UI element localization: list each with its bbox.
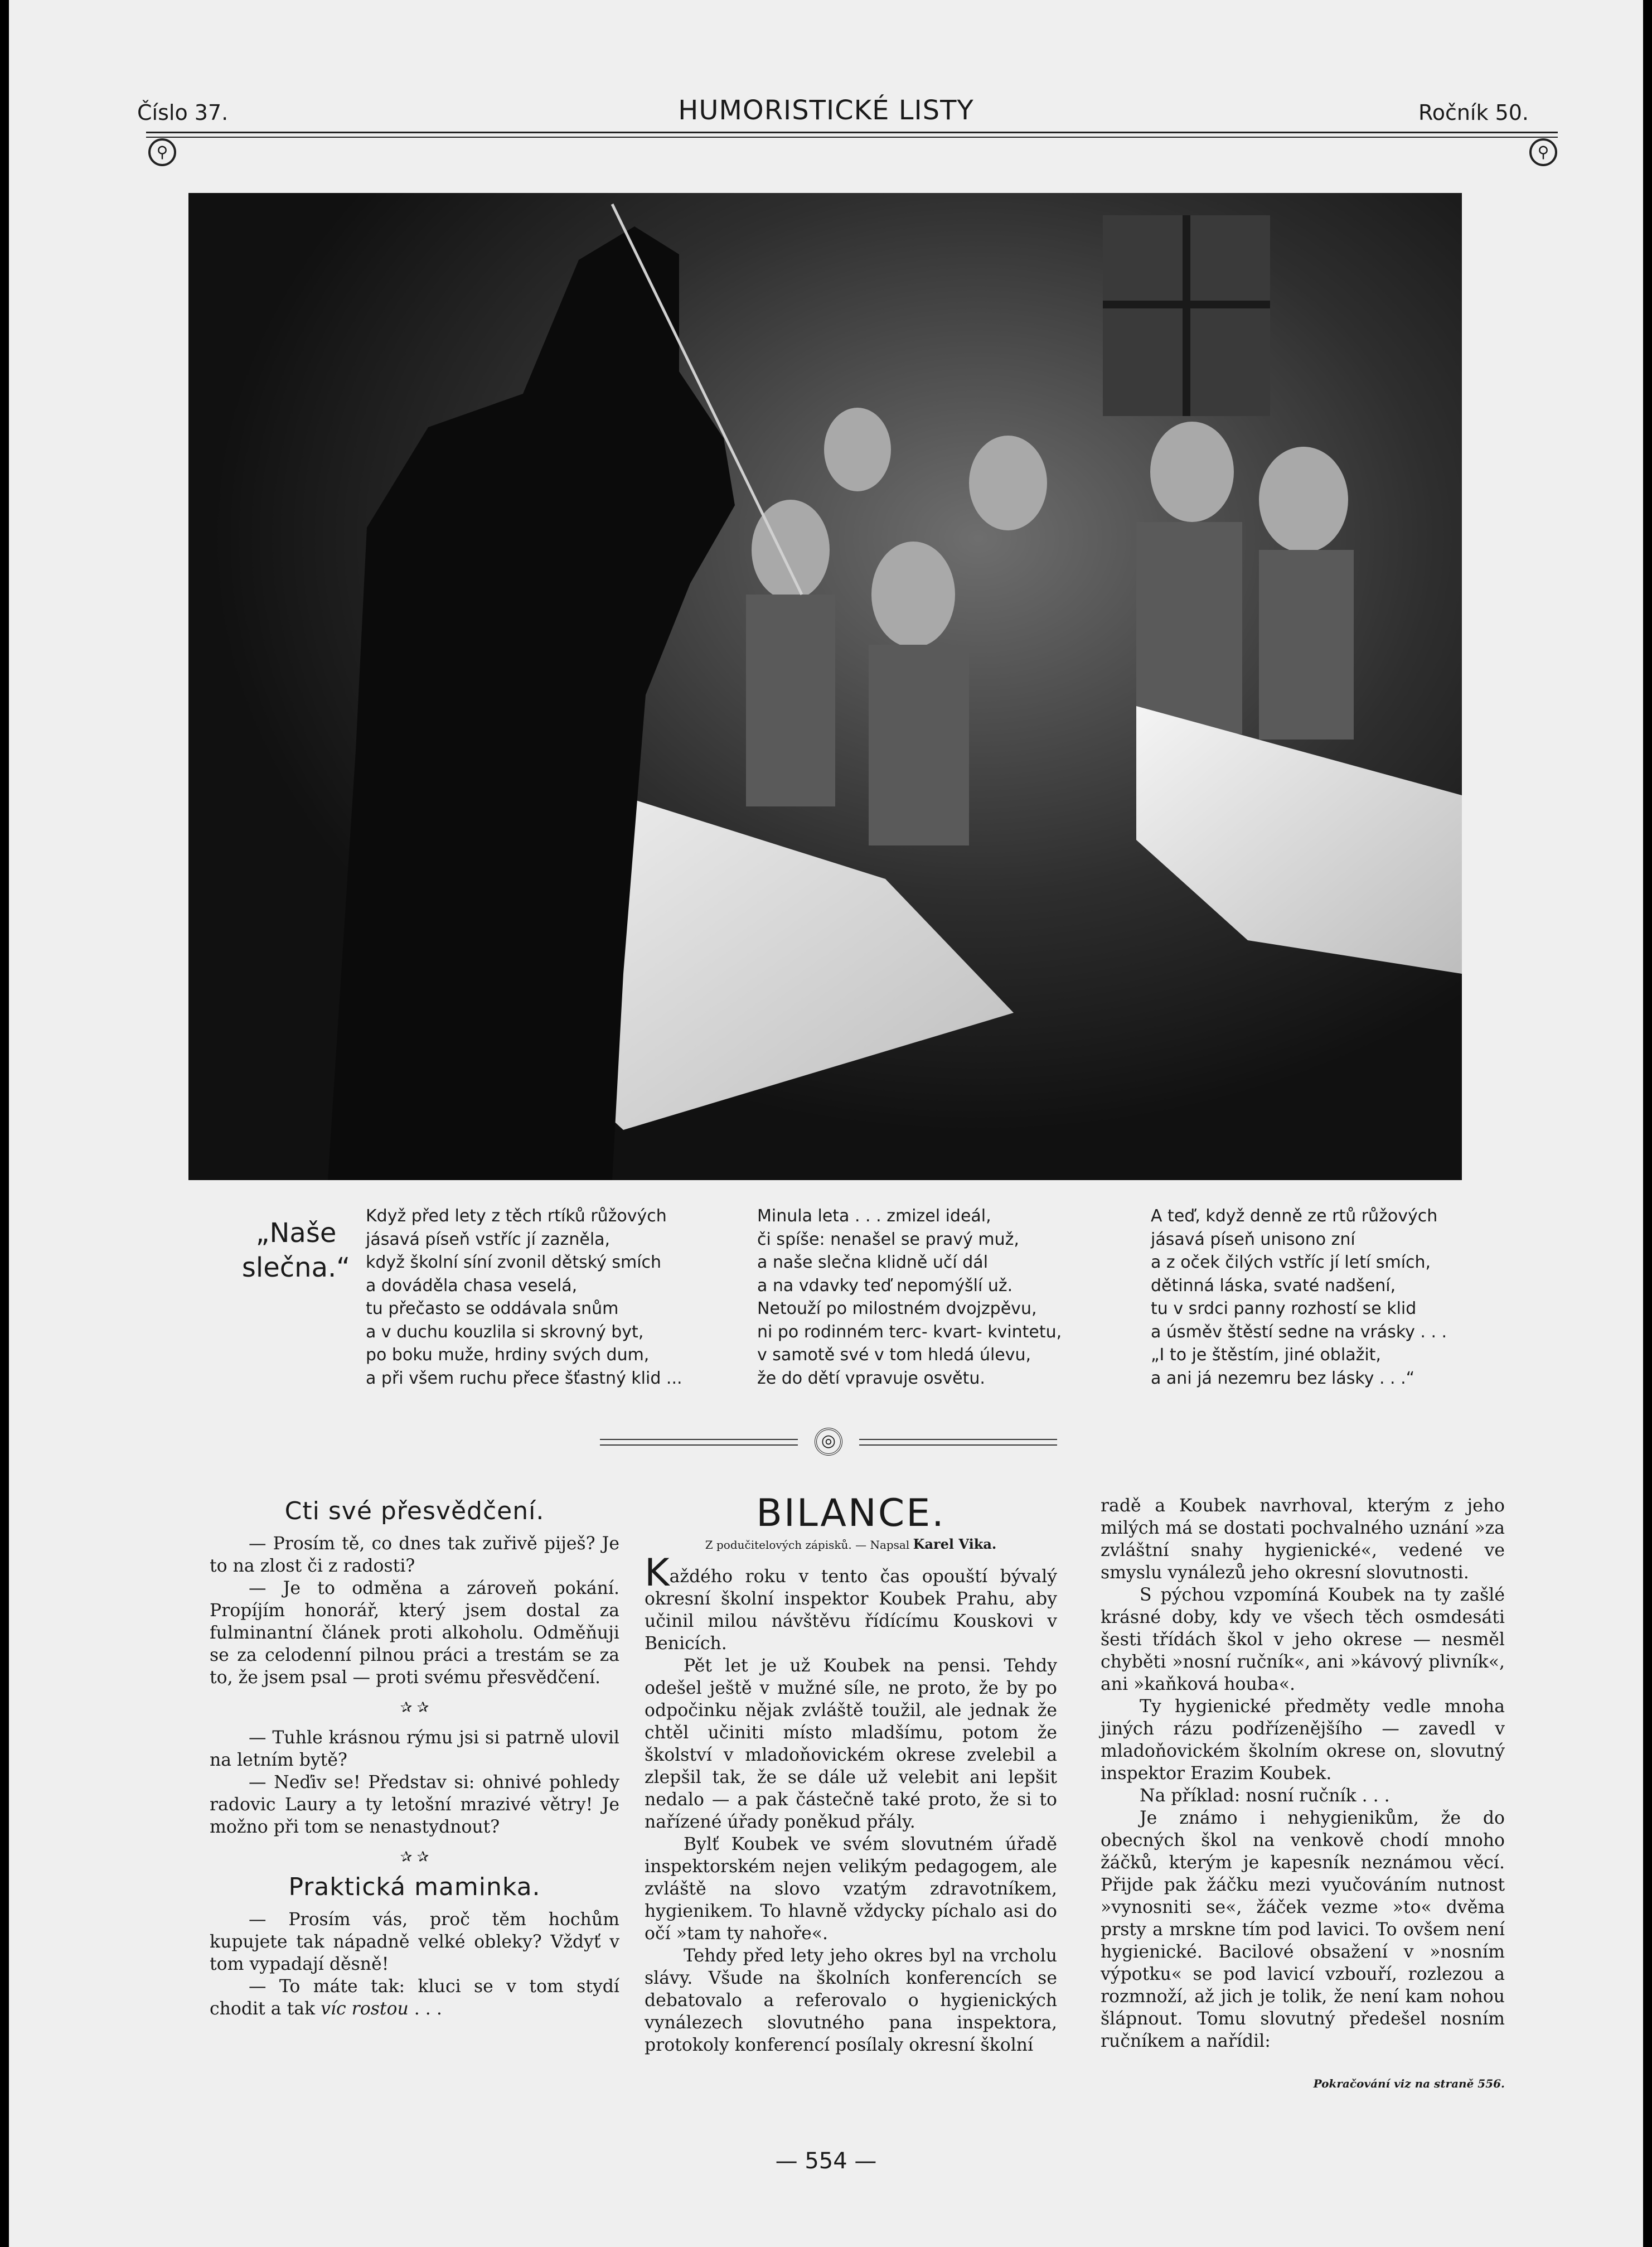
illustration-drawing xyxy=(188,193,1462,1180)
volume-number: Ročník 50. xyxy=(1418,100,1529,125)
byline-text: Z podučitelových zápisků. — Napsal xyxy=(705,1538,913,1552)
column-left xyxy=(210,1495,619,2020)
heading-cti-sve-presvedceni: Cti své přesvědčení. xyxy=(284,1497,545,1525)
byline xyxy=(645,1536,1057,1553)
paragraph: S pýchou vzpomíná Koubek na ty zašlé krásné doby, kdy ve všech těch osmdesáti šesti třídách škol v jeho okrese — nesměl chyběti »nosní ručník«, ani »kávový plivník«, ani »kaňková houba«. xyxy=(1101,1585,1505,1694)
divider-line xyxy=(600,1439,798,1446)
paragraph: — Prosím vás, proč těm hochům kupujete tak nápadně velké obleky? Vždyť v tom vypadají děsně! xyxy=(210,1910,619,1974)
paragraph xyxy=(210,1975,619,2020)
header-rule xyxy=(146,132,1558,138)
page-number: — 554 — xyxy=(775,2148,877,2174)
poem-stanza-2: Minula leta . . . zmizel ideál, či spíše: nenašel se pravý muž, a naše slečna klidně učí dál a na vdavky teď nepomýšlí už. Netouží po milostném dvojzpěvu, ni po rodinném terc- kvart- kvintetu, v samotě své v tom hledá úlevu, že do dětí vpravuje osvětu. xyxy=(757,1206,1062,1388)
ornament-icon: ⚲ xyxy=(148,138,176,166)
text-run: — To máte tak: kluci se v tom stydí chodit a tak xyxy=(210,1977,619,2019)
paragraph: Bylť Koubek ve svém slovutném úřadě inspektorském nejen velikým pedagogem, ale zvláště na slovo vzatým zdravotníkem, hygienikem. To hlavně vždycky píchalo asi do očí »tam ty nahoře«. xyxy=(645,1834,1057,1944)
paragraph: radě a Koubek navrhoval, kterým z jeho milých má se dostati pochvalného uznání »za zvláštní snahy hygienické«, vedené ve smyslu vynálezů jeho okresní slovutnosti. xyxy=(1101,1496,1505,1583)
paragraph xyxy=(645,1551,1057,1655)
author-name: Karel Vika. xyxy=(913,1536,997,1552)
paragraph: — Tuhle krásnou rýmu jsi si patrně ulovil na letním bytě? xyxy=(210,1728,619,1770)
paragraph: — Je to odměna a zároveň pokání. Propíjím honorář, který jsem dostal za fulminantní článek proti alkoholu. Odměňuji se za celodenní pilnou práci a trestám se za to, že jsem psal — proti svému přesvědčení. xyxy=(210,1578,619,1688)
article-title: BILANCE. xyxy=(756,1491,946,1535)
drop-cap: K xyxy=(645,1551,670,1595)
poem-stanza-1: Když před lety z těch rtíků růžových jásavá píseň vstříc jí zazněla, když školní síní zvonil dětský smích a dováděla chasa veselá, tu přečasto se oddávala snům a v duchu kouzlila si skrovný byt, po boku muže, hrdiny svých dum, a při všem ruchu přece šťastný klid ... xyxy=(366,1206,682,1388)
illustration-teacher-violin-children-singing xyxy=(188,193,1462,1180)
paragraph: Na příklad: nosní ručník . . . xyxy=(1140,1786,1390,1806)
paragraph: — Prosím tě, co dnes tak zuřivě piješ? Je to na zlost či z radosti? xyxy=(210,1534,619,1576)
magazine-title: HUMORISTICKÉ LISTY xyxy=(678,95,974,126)
text-run-italic: víc rostou xyxy=(321,1999,409,2019)
paragraph: — Neďiv se! Představ si: ohnivé pohledy radovic Laury a ty letošní mrazivé větry! Je možno při tom se nenastydnout? xyxy=(210,1772,619,1837)
divider-line xyxy=(859,1439,1057,1446)
ornament-icon: ◎ xyxy=(815,1428,842,1456)
text-run: . . . xyxy=(408,1999,442,2019)
text-run: aždého roku v tento čas opouští bývalý okresní školní inspektor Koubek Prahu, aby učinil milou návštěvu řídícímu Kouskovi v Benicích. xyxy=(645,1567,1057,1654)
heading-prakticka-maminka: Praktická maminka. xyxy=(288,1873,541,1901)
paragraph: Ty hygienické předměty vedle mnoha jiných rázu podřízenějšího — zavedl v mladoňovickém školním okrese on, slovutný inspektor Erazim Koubek. xyxy=(1101,1697,1505,1784)
paragraph: Je známo i nehygienikům, že do obecných škol na venkově chodí mnoho žáčků, kterým je kapesník neznámou věcí. Přijde pak žáčku mezi vyučováním nutnost »vynosniti se«, žáček vezme »to« dvěma prsty a mrskne tím pod lavici. To ovšem není hygienické. Bacilové obsažení v »nosním výpotku« se pod lavicí vzbouří, rozlezou a rozmnoží, až jich je tolik, že není kam nohou šlápnout. Tomu slovutný předešel nosním ručníkem a nařídil: xyxy=(1101,1808,1505,2051)
section-divider xyxy=(600,1428,1057,1456)
poem-title xyxy=(238,1216,355,1285)
continuation-note: Pokračování viz na straně 556. xyxy=(1313,2077,1505,2090)
running-head xyxy=(9,95,1643,128)
stars-separator-icon: ✰ ✰ xyxy=(400,1849,429,1866)
stars-separator-icon: ✰ ✰ xyxy=(400,1699,429,1716)
ornament-icon: ⚲ xyxy=(1529,138,1557,166)
paragraph: Pět let je už Koubek na pensi. Tehdy odešel ještě v mužné síle, ne proto, že by po odpočinku nějak zvláště toužil, ale jednak že chtěl učiniti místo mladšímu, potom že školství v mladoňovickém okrese zvelebil a zlepšil tak, že se dále už velebit ani lepšit nedalo — a pak částečně také proto, že si to nařízené úřady poněkud přály. xyxy=(645,1656,1057,1832)
column-middle xyxy=(645,1491,1057,2056)
poem-title-line: „Naše xyxy=(255,1217,337,1249)
poem-nase-slecna xyxy=(9,1205,1643,1417)
paragraph: Tehdy před lety jeho okres byl na vrcholu slávy. Všude na školních konferencích se debatovalo a referovalo o hygienických vynálezech slovutného pana inspektora, protokoly konferencí posílaly okresní školní xyxy=(645,1946,1057,2055)
poem-title-line: slečna.“ xyxy=(241,1252,351,1283)
column-right xyxy=(1101,1495,1505,2095)
newspaper-page xyxy=(9,0,1643,2247)
poem-stanza-3: A teď, když denně ze rtů růžových jásavá píseň unisono zní a z oček čilých vstříc jí letí smích, dětinná láska, svaté nadšení, tu v srdci panny rozhostí se klid a úsměv štěstí sedne na vrásky . . . „I to je štěstím, jiné oblažit, a ani já nezemru bez lásky . . .“ xyxy=(1151,1206,1447,1388)
issue-number: Číslo 37. xyxy=(137,100,229,125)
